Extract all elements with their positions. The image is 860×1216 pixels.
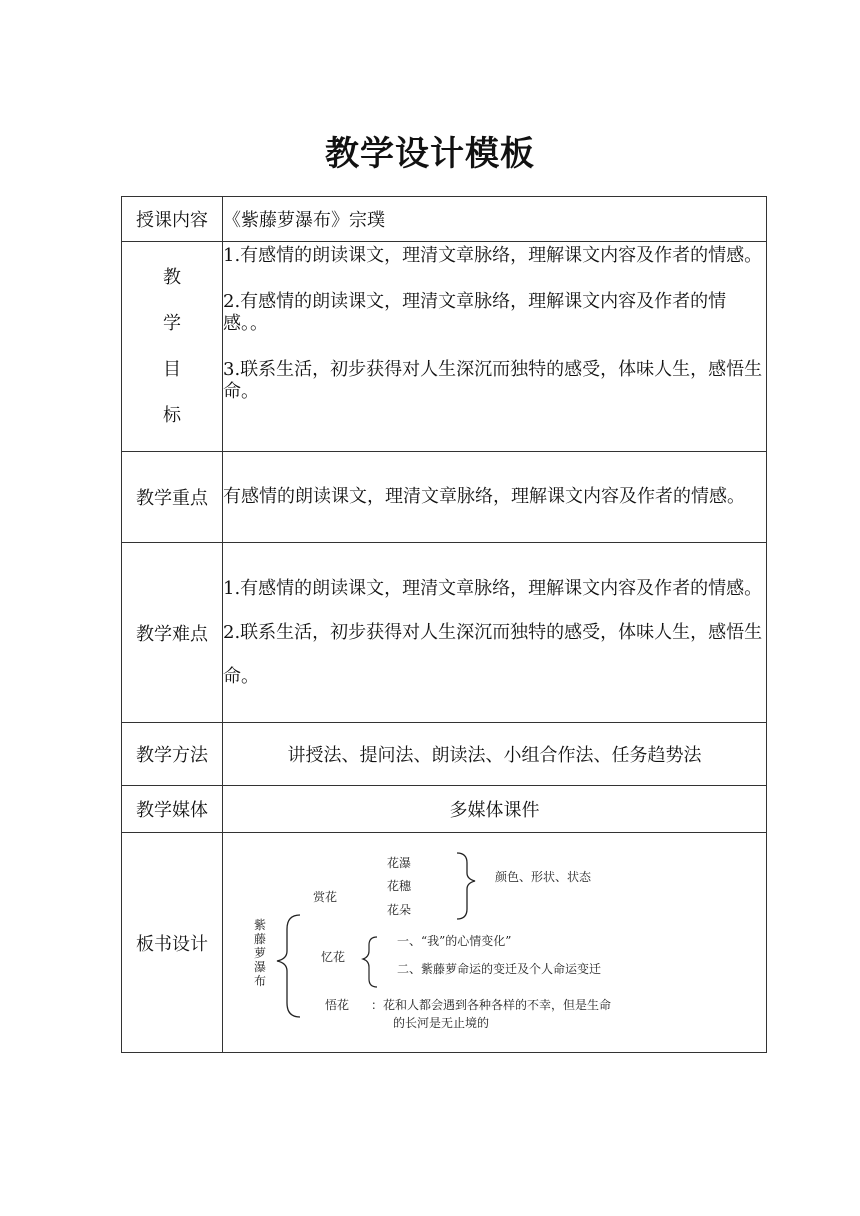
value-media: 多媒体课件 bbox=[223, 786, 767, 833]
objective-item: 1.有感情的朗读课文，理清文章脉络，理解课文内容及作者的情感。 bbox=[223, 245, 763, 266]
appreciate-label: 赏花 bbox=[313, 890, 338, 904]
difficulty-item: 1.有感情的朗读课文，理清文章脉络，理解课文内容及作者的情感。 bbox=[223, 577, 763, 599]
recall-label: 忆花 bbox=[321, 950, 346, 964]
board-root-char: 紫 bbox=[253, 918, 267, 932]
label-objectives-char: 目 bbox=[163, 358, 181, 380]
lesson-plan-table bbox=[121, 196, 767, 1053]
appreciate-brace-icon bbox=[457, 853, 475, 919]
label-media: 教学媒体 bbox=[122, 786, 223, 833]
row-content bbox=[122, 197, 767, 242]
row-difficulties bbox=[122, 543, 767, 723]
value-content: 《紫藤萝瀑布》宗璞 bbox=[223, 197, 767, 242]
value-methods: 讲授法、提问法、朗读法、小组合作法、任务趋势法 bbox=[223, 723, 767, 786]
row-key-points bbox=[122, 452, 767, 543]
page-title: 教学设计模板 bbox=[325, 134, 535, 174]
appreciate-note: 颜色、形状、状态 bbox=[495, 870, 592, 884]
label-key-points: 教学重点 bbox=[122, 452, 223, 543]
row-board bbox=[122, 833, 767, 1053]
realize-text-line2: 的长河是无止境的 bbox=[393, 1016, 490, 1030]
realize-text-line1: ：花和人都会遇到各种各样的不幸，但是生命 bbox=[371, 998, 612, 1012]
difficulty-item: 2.联系生活，初步获得对人生深沉而独特的感受，体味人生，感悟生命。 bbox=[223, 621, 763, 687]
appreciate-item: 花朵 bbox=[387, 903, 412, 917]
label-objectives-char: 学 bbox=[163, 312, 181, 334]
realize-label: 悟花 bbox=[325, 998, 350, 1012]
recall-brace-icon bbox=[363, 937, 377, 987]
label-objectives-char: 标 bbox=[163, 404, 181, 426]
recall-item: 一、“我”的心情变化” bbox=[397, 934, 512, 948]
label-objectives-char: 教 bbox=[163, 266, 181, 288]
label-board: 板书设计 bbox=[122, 833, 223, 1053]
board-root-char: 瀑 bbox=[253, 960, 267, 974]
row-objectives bbox=[122, 242, 767, 452]
value-difficulties bbox=[223, 543, 767, 723]
value-board bbox=[223, 833, 767, 1053]
appreciate-item: 花穗 bbox=[387, 879, 412, 893]
board-diagram bbox=[223, 833, 767, 1047]
main-brace-icon bbox=[277, 915, 300, 1017]
board-root-char: 布 bbox=[253, 974, 267, 988]
recall-item: 二、紫藤萝命运的变迁及个人命运变迁 bbox=[397, 962, 602, 976]
board-root-char: 萝 bbox=[253, 946, 267, 960]
value-key-points bbox=[223, 452, 767, 543]
label-difficulties: 教学难点 bbox=[122, 543, 223, 723]
appreciate-item: 花瀑 bbox=[387, 856, 412, 870]
row-methods bbox=[122, 723, 767, 786]
label-content: 授课内容 bbox=[122, 197, 223, 242]
objective-item: 3.联系生活，初步获得对人生深沉而独特的感受，体味人生，感悟生命。 bbox=[223, 359, 763, 402]
key-points-text: 有感情的朗读课文，理清文章脉络，理解课文内容及作者的情感。 bbox=[223, 486, 745, 507]
label-objectives bbox=[122, 242, 223, 452]
label-methods: 教学方法 bbox=[122, 723, 223, 786]
objective-item: 2.有感情的朗读课文，理清文章脉络，理解课文内容及作者的情感。。 bbox=[223, 291, 727, 334]
value-objectives bbox=[223, 242, 767, 452]
row-media bbox=[122, 786, 767, 833]
board-root-char: 藤 bbox=[253, 932, 267, 946]
